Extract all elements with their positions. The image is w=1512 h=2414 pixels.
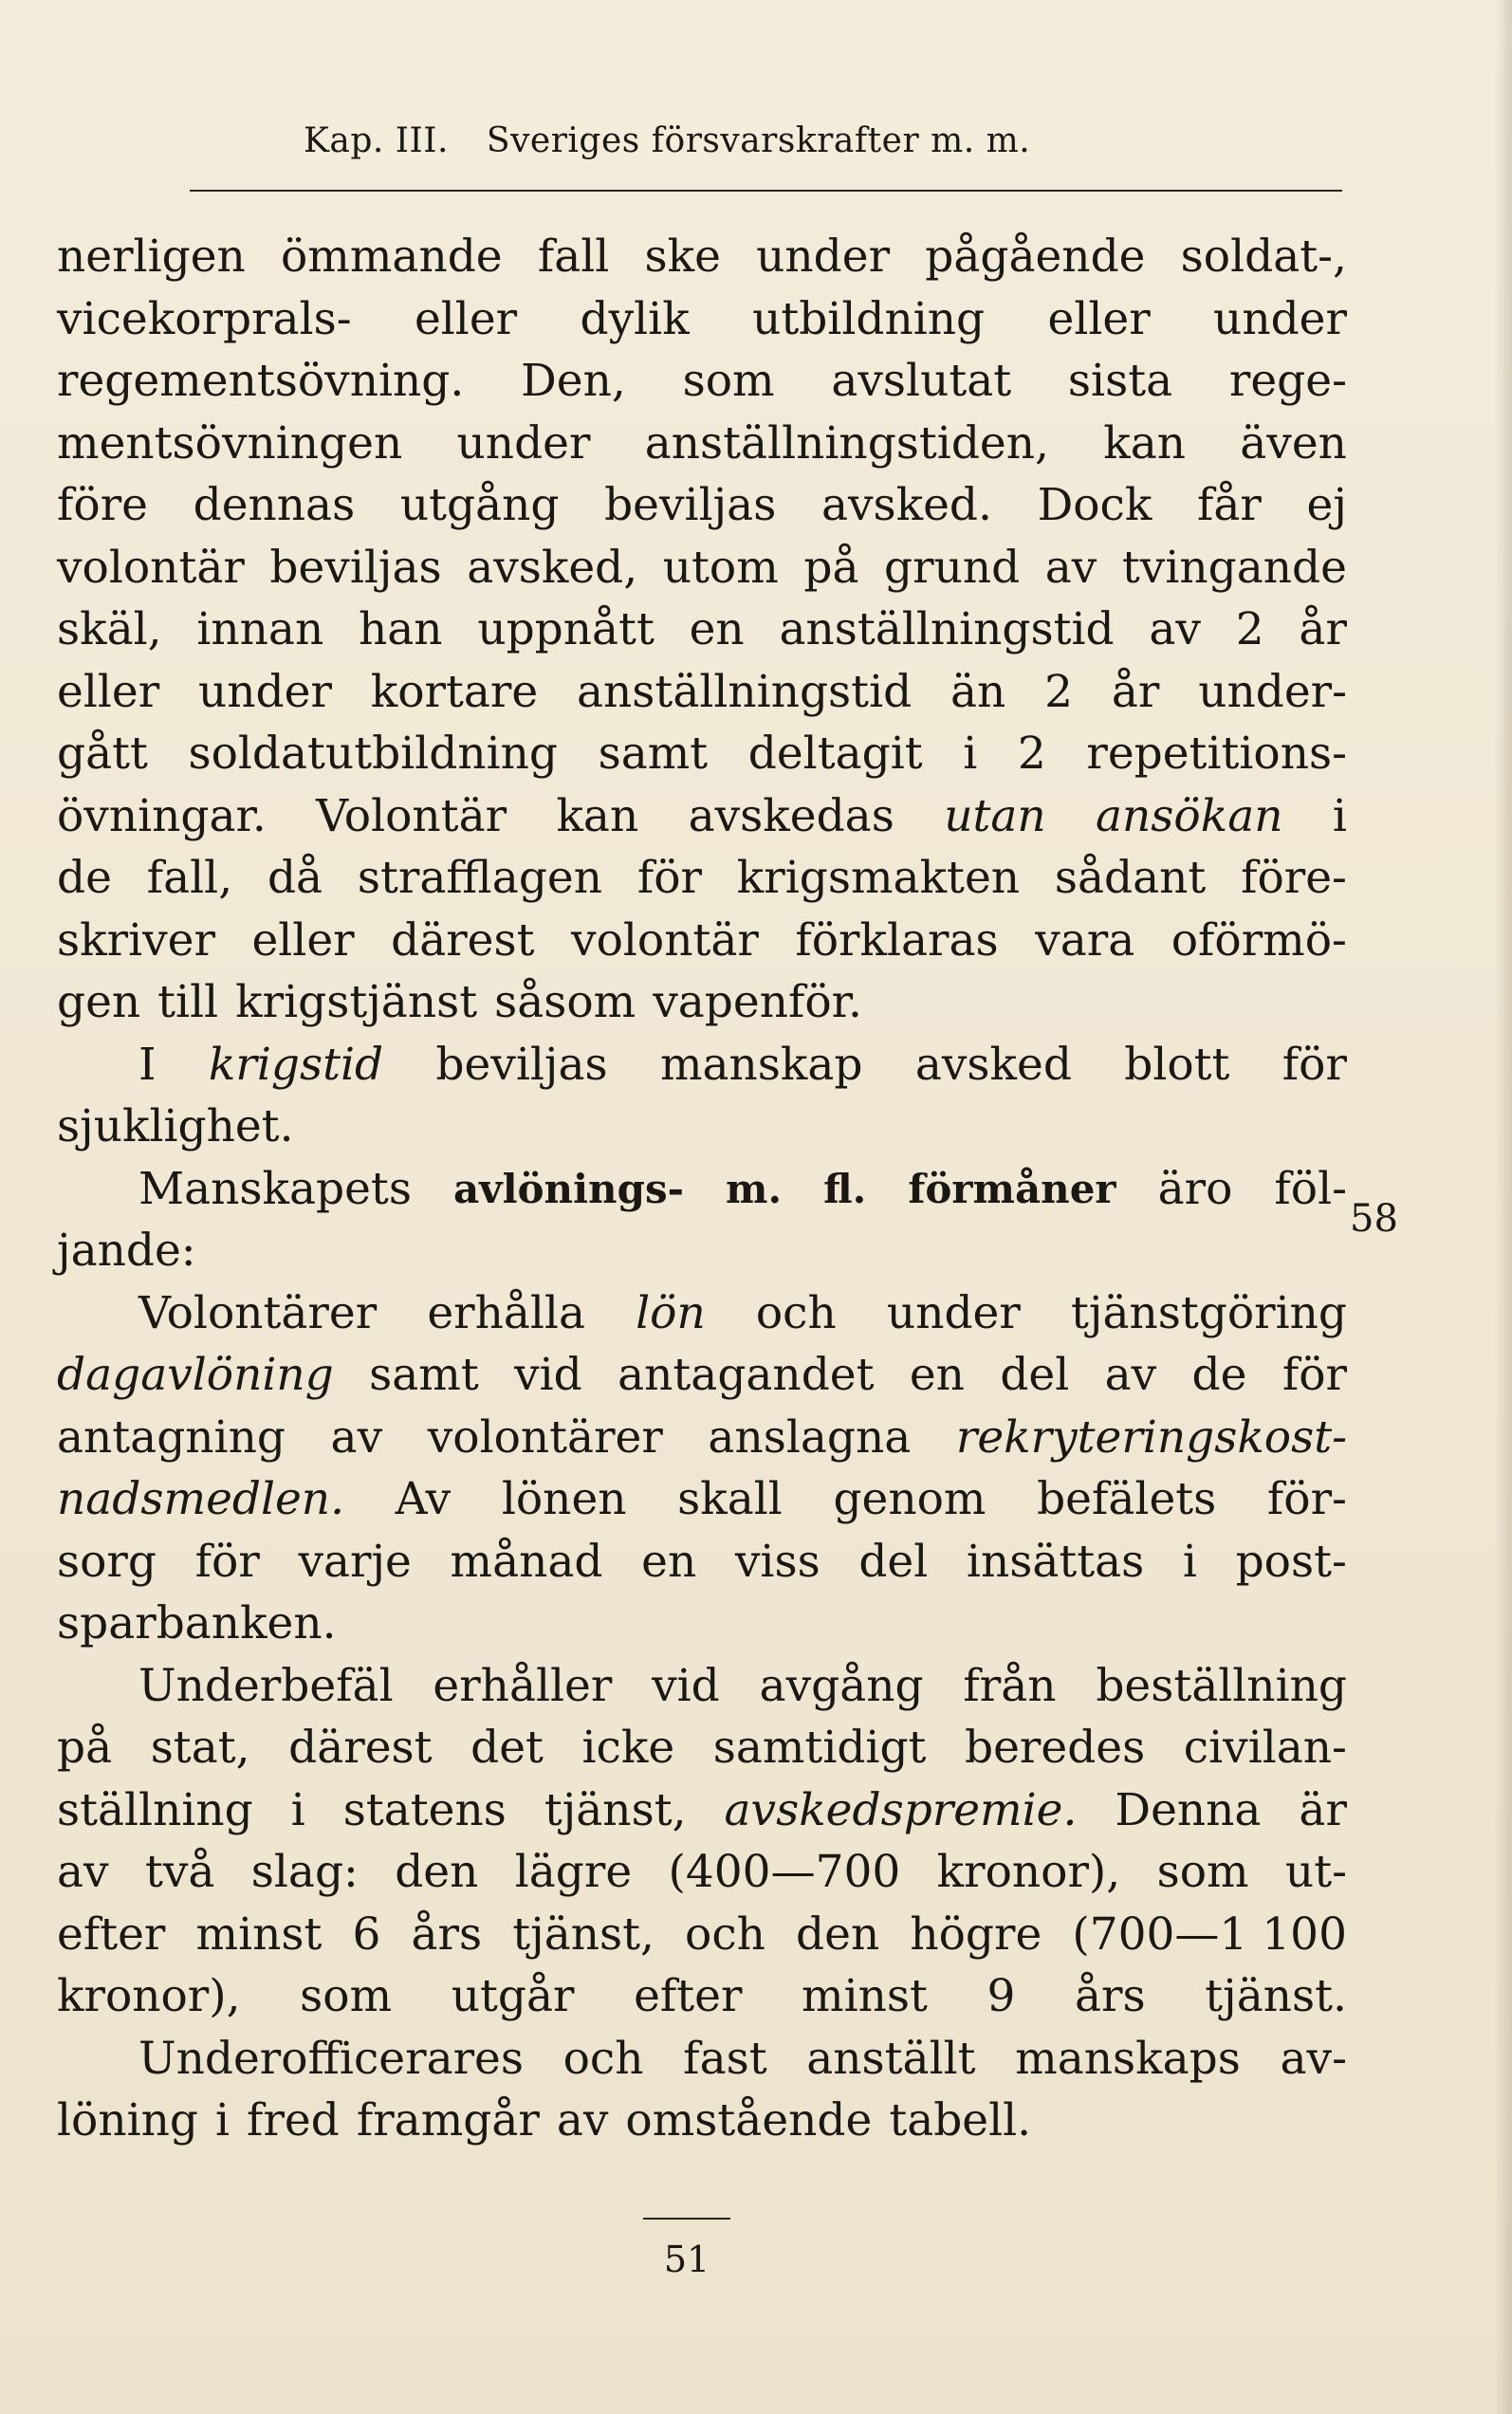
margin-paragraph-number: 58 xyxy=(1350,1197,1398,1241)
word: lägre xyxy=(514,1846,633,1898)
word: ut- xyxy=(1284,1846,1347,1898)
word: samtidigt xyxy=(712,1722,927,1774)
word: som xyxy=(682,355,775,407)
word: än xyxy=(950,665,1006,718)
word: vara xyxy=(1035,913,1135,967)
word: beredes xyxy=(965,1722,1146,1774)
word: Manskapets xyxy=(138,1162,412,1215)
word: i xyxy=(1332,789,1347,842)
word: fred xyxy=(247,2094,340,2147)
word: av xyxy=(330,1410,383,1464)
word: vid xyxy=(652,1659,720,1712)
word: avgång xyxy=(759,1659,924,1712)
word: deltagit xyxy=(747,728,923,780)
word: beviljas xyxy=(435,1038,608,1091)
word: kan xyxy=(1103,416,1186,470)
word: rege- xyxy=(1228,355,1347,407)
word: Underofficerares xyxy=(138,2032,524,2085)
word: ömmande xyxy=(281,230,503,283)
word: under xyxy=(886,1286,1021,1339)
word: högre xyxy=(910,1907,1042,1961)
word: jande: xyxy=(57,1225,196,1277)
word: under- xyxy=(1198,665,1347,718)
word: dylik xyxy=(580,292,690,345)
word: tjänst. xyxy=(1205,1970,1347,2022)
text-line xyxy=(57,2028,1347,2091)
text-line xyxy=(57,1344,1347,1407)
word: fast xyxy=(683,2032,767,2085)
word: för xyxy=(636,852,702,904)
word: Underbefäl xyxy=(138,1659,394,1712)
word: volontär xyxy=(57,541,245,594)
word: före xyxy=(57,479,148,531)
word: manskap xyxy=(659,1038,863,1091)
word: Dock xyxy=(1037,479,1152,531)
word: varje xyxy=(298,1535,412,1588)
word: pågående xyxy=(925,230,1146,283)
word: oförmö- xyxy=(1171,913,1347,967)
word: tjänstgöring xyxy=(1070,1286,1347,1339)
word: eller xyxy=(251,913,355,967)
word: utgår xyxy=(451,1970,575,2022)
word: samt xyxy=(598,728,709,780)
word: genom xyxy=(833,1473,986,1525)
word: soldatutbildning xyxy=(188,728,558,780)
word: soldat-, xyxy=(1180,230,1347,283)
word: därest xyxy=(288,1722,433,1774)
word: Den, xyxy=(521,355,626,407)
word: även xyxy=(1240,416,1347,470)
footer-rule xyxy=(643,2218,730,2220)
text-line xyxy=(57,1220,1347,1282)
word: vid xyxy=(514,1349,582,1401)
word: avskedspremie. xyxy=(724,1783,1078,1836)
header-rule xyxy=(190,190,1342,192)
word: 6 xyxy=(352,1907,381,1961)
text-line xyxy=(57,288,1347,351)
word: Av xyxy=(395,1473,452,1525)
word: från xyxy=(963,1659,1057,1712)
word: dennas xyxy=(193,479,356,531)
text-line xyxy=(57,1282,1347,1345)
header-title: Sveriges försvarskrafter m. m. xyxy=(486,121,1031,160)
word: då xyxy=(267,852,323,904)
word: får xyxy=(1197,479,1262,531)
word: utan xyxy=(944,789,1046,842)
word: Volontär xyxy=(316,789,507,842)
word: skriver xyxy=(57,913,215,967)
text-line xyxy=(57,661,1347,724)
text-line xyxy=(57,1096,1347,1158)
word: anslagna xyxy=(708,1410,912,1464)
word: 2 xyxy=(1017,728,1046,780)
word: anställningstid xyxy=(779,603,1115,655)
word: avsked. xyxy=(821,479,992,531)
word: avsked xyxy=(914,1038,1072,1091)
word: skall xyxy=(677,1473,783,1525)
word: månad xyxy=(450,1535,603,1588)
word: såsom xyxy=(494,976,636,1028)
text-line xyxy=(57,226,1347,288)
text-line xyxy=(57,350,1347,413)
word: post- xyxy=(1235,1535,1347,1588)
word: icke xyxy=(581,1722,675,1774)
word: befälets xyxy=(1037,1473,1217,1525)
word: volontärer xyxy=(427,1410,663,1464)
word: eller xyxy=(57,665,160,718)
word: år xyxy=(1299,603,1347,655)
word: ansökan xyxy=(1096,789,1283,842)
word: tjänst, xyxy=(512,1907,655,1961)
text-line xyxy=(57,1468,1347,1531)
word: uppnått xyxy=(477,603,655,655)
word: innan xyxy=(196,603,324,655)
word: avsked, xyxy=(467,541,638,594)
word: i xyxy=(290,1783,305,1836)
word: av- xyxy=(1280,2032,1347,2085)
word: krigsmakten xyxy=(736,852,1021,904)
word: utom xyxy=(662,541,779,594)
word: och xyxy=(755,1286,837,1339)
word: (400—700 xyxy=(668,1846,901,1898)
word: ej xyxy=(1306,479,1347,531)
text-line xyxy=(57,1655,1347,1718)
word: skäl, xyxy=(57,603,162,655)
word: för xyxy=(1282,1349,1347,1401)
word: krigstjänst xyxy=(235,976,478,1028)
word: vapenför. xyxy=(653,976,862,1028)
word: eller xyxy=(1047,292,1151,345)
word: minst xyxy=(802,1970,928,2022)
text-line xyxy=(57,474,1347,537)
word: års xyxy=(411,1907,483,1961)
word: de xyxy=(1191,1349,1247,1401)
word: sista xyxy=(1067,355,1173,407)
word: viss xyxy=(734,1535,821,1588)
word: års xyxy=(1075,1970,1146,2022)
word: avskedas xyxy=(688,789,894,842)
word: statens xyxy=(342,1783,507,1836)
word: efter xyxy=(57,1907,166,1961)
word: under xyxy=(198,665,332,718)
text-line xyxy=(57,1034,1347,1096)
word: civilan- xyxy=(1183,1722,1347,1774)
word: av xyxy=(1104,1349,1157,1401)
word: två xyxy=(144,1846,215,1898)
text-line xyxy=(57,413,1347,475)
word: omstående xyxy=(625,2094,873,2147)
text-line xyxy=(57,537,1347,599)
word: ske xyxy=(644,230,721,283)
text-line xyxy=(57,1904,1347,1966)
word: avslutat xyxy=(831,355,1012,407)
word: i xyxy=(963,728,978,780)
word: före- xyxy=(1241,852,1347,904)
word: regementsövning. xyxy=(57,355,465,407)
word: rekryteringskost- xyxy=(955,1410,1347,1464)
word: den xyxy=(796,1907,880,1961)
word: han xyxy=(359,603,443,655)
word: erhålla xyxy=(427,1286,585,1339)
word: utbildning xyxy=(752,292,986,345)
word: löning xyxy=(57,2094,198,2147)
word: sådant xyxy=(1054,852,1207,904)
word: avlönings- xyxy=(452,1165,685,1212)
text-line xyxy=(57,1158,1347,1221)
word: sorg xyxy=(57,1535,157,1588)
word: repetitions- xyxy=(1086,728,1347,780)
word: av xyxy=(1149,603,1201,655)
text-line xyxy=(57,1593,1347,1655)
word: insättas xyxy=(966,1535,1145,1588)
text-line xyxy=(57,910,1347,972)
word: gen xyxy=(57,976,141,1028)
word: krigstid xyxy=(208,1038,384,1091)
word: eller xyxy=(414,292,518,345)
word: i xyxy=(1182,1535,1197,1588)
word: del xyxy=(858,1535,929,1588)
word: därest xyxy=(391,913,535,967)
text-line xyxy=(57,847,1347,910)
word: tjänst, xyxy=(544,1783,687,1836)
word: utgång xyxy=(399,479,560,531)
word: av xyxy=(1044,541,1097,594)
body-text xyxy=(57,226,1347,2152)
word: gått xyxy=(57,728,148,780)
word: förklaras xyxy=(795,913,999,967)
word: fall xyxy=(537,230,610,283)
word: fl. xyxy=(823,1165,867,1212)
word: och xyxy=(562,2032,644,2085)
word: en xyxy=(641,1535,697,1588)
word: och xyxy=(685,1907,765,1961)
word: kan xyxy=(556,789,639,842)
word: på xyxy=(803,541,859,594)
word: de xyxy=(57,852,112,904)
text-line xyxy=(57,971,1347,1034)
word: beviljas xyxy=(269,541,442,594)
word: nadsmedlen. xyxy=(57,1473,345,1525)
word: m. xyxy=(726,1165,783,1212)
word: kronor), xyxy=(57,1970,241,2022)
word: slag: xyxy=(250,1846,359,1898)
word: i xyxy=(215,2094,230,2147)
word: 9 xyxy=(986,1970,1016,2022)
word: 2 xyxy=(1044,665,1074,718)
word: beställning xyxy=(1096,1659,1347,1712)
word: är xyxy=(1299,1783,1347,1836)
word: på xyxy=(57,1722,113,1774)
word: anställt xyxy=(806,2032,976,2085)
word: grund xyxy=(884,541,1021,594)
word: lön xyxy=(636,1286,706,1339)
word: 2 xyxy=(1235,603,1264,655)
word: en xyxy=(689,603,745,655)
word: av xyxy=(556,2094,609,2147)
word: mentsövningen xyxy=(57,416,403,470)
word: minst xyxy=(195,1907,323,1961)
word: under xyxy=(756,230,891,283)
word: äro xyxy=(1157,1162,1233,1215)
word: för xyxy=(194,1535,260,1588)
word: sparbanken. xyxy=(57,1597,337,1649)
text-line xyxy=(57,785,1347,848)
word: övningar. xyxy=(57,789,267,842)
word: som xyxy=(300,1970,393,2022)
running-header xyxy=(304,121,1030,160)
header-chapter: Kap. III. xyxy=(304,121,449,160)
word: volontär xyxy=(571,913,759,967)
word: tvingande xyxy=(1121,541,1347,594)
page-edge-shadow xyxy=(1495,0,1512,2414)
word: förmåner xyxy=(908,1165,1116,1212)
word: för- xyxy=(1266,1473,1347,1525)
text-line xyxy=(57,723,1347,785)
text-line xyxy=(57,1717,1347,1779)
word: manskaps xyxy=(1015,2032,1241,2085)
text-line xyxy=(57,1841,1347,1904)
word: föl- xyxy=(1274,1162,1347,1215)
word: efter xyxy=(634,1970,743,2022)
page-number: 51 xyxy=(663,2239,710,2280)
word: för xyxy=(1282,1038,1347,1091)
text-line xyxy=(57,1965,1347,2028)
text-line xyxy=(57,1531,1347,1594)
word: en xyxy=(909,1349,965,1401)
word: erhåller xyxy=(433,1659,613,1712)
word: under xyxy=(456,416,591,470)
word: år xyxy=(1111,665,1160,718)
word: tabell. xyxy=(889,2094,1032,2147)
word: under xyxy=(1213,292,1347,345)
word: ställning xyxy=(57,1783,253,1836)
word: framgår xyxy=(356,2094,540,2147)
word: kortare xyxy=(370,665,539,718)
word: vicekorprals- xyxy=(57,292,352,345)
word: del xyxy=(1000,1349,1070,1401)
word: fall, xyxy=(146,852,233,904)
word: dagavlöning xyxy=(57,1349,334,1401)
word: strafflagen xyxy=(357,852,602,904)
word: Volontärer xyxy=(138,1286,378,1339)
word: I xyxy=(138,1038,157,1091)
text-line xyxy=(57,1407,1347,1469)
text-line xyxy=(57,599,1347,661)
word: lönen xyxy=(501,1473,627,1525)
word: av xyxy=(57,1846,109,1898)
text-line xyxy=(57,2090,1347,2152)
word: (700—1 100 xyxy=(1072,1907,1347,1961)
word: kronor), xyxy=(936,1846,1121,1898)
word: sjuklighet. xyxy=(57,1100,294,1152)
word: den xyxy=(395,1846,479,1898)
word: som xyxy=(1156,1846,1249,1898)
word: nerligen xyxy=(57,230,246,283)
word: Denna xyxy=(1115,1783,1262,1836)
word: blott xyxy=(1124,1038,1230,1091)
word: samt xyxy=(369,1349,479,1401)
word: stat, xyxy=(150,1722,250,1774)
word: antagandet xyxy=(618,1349,875,1401)
word: beviljas xyxy=(604,479,777,531)
word: det xyxy=(470,1722,544,1774)
word: antagning xyxy=(57,1410,286,1464)
word: anställningstid xyxy=(577,665,913,718)
word: anställningstiden, xyxy=(644,416,1049,470)
word: till xyxy=(157,976,219,1028)
text-line xyxy=(57,1779,1347,1842)
